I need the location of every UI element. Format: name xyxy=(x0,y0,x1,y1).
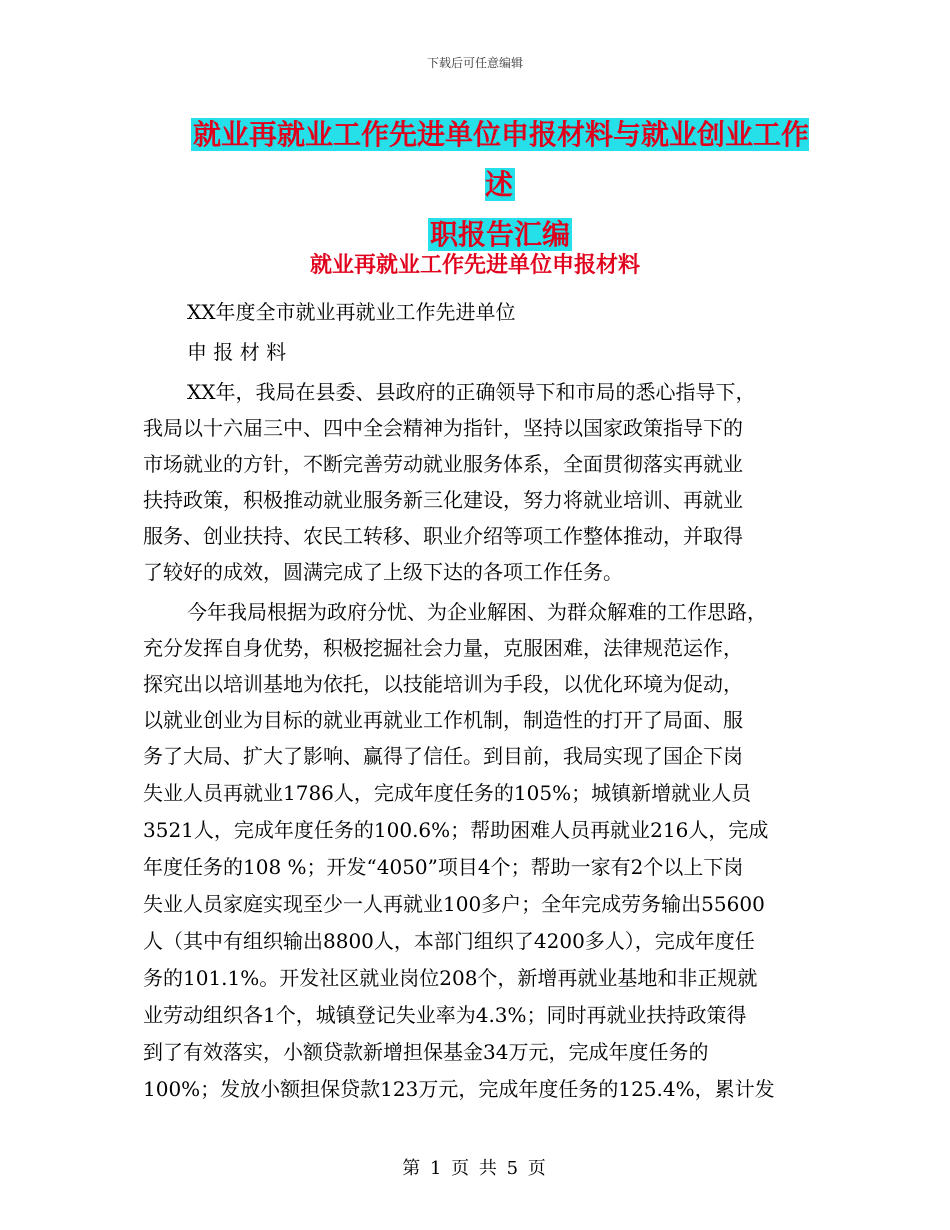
body-line: 年度任务的108 %；开发“4050”项目4个；帮助一家有2个以上下岗 xyxy=(143,855,744,879)
subtitle-line: 申 报 材 料 xyxy=(187,340,287,364)
body-line: XX年，我局在县委、县政府的正确领导下和市局的悉心指导下， xyxy=(187,380,756,404)
title-line-1: 就业再就业工作先进单位申报材料与就业创业工作述 xyxy=(192,118,809,201)
body-line: 了较好的成效，圆满完成了上级下达的各项工作任务。 xyxy=(143,560,623,584)
body-line: 人（其中有组织输出8800人，本部门组织了4200多人），完成年度任 xyxy=(143,929,755,953)
page-footer: 第 1 页 共 5 页 xyxy=(402,1158,548,1179)
body-line: 以就业创业为目标的就业再就业工作机制，制造性的打开了局面、服 xyxy=(143,708,743,732)
body-line: 到了有效落实，小额贷款新增担保基金34万元，完成年度任务的 xyxy=(143,1040,709,1064)
body-line: 3521人，完成年度任务的100.6%；帮助困难人员再就业216人，完成 xyxy=(143,818,769,842)
body-line: 务了大局、扩大了影响、赢得了信任。到目前，我局实现了国企下岗 xyxy=(143,744,743,768)
section-title: 就业再就业工作先进单位申报材料 xyxy=(309,253,640,278)
subtitle-line: XX年度全市就业再就业工作先进单位 xyxy=(187,300,516,324)
body-line: 充分发挥自身优势，积极挖掘社会力量，克服困难，法律规范运作， xyxy=(143,636,743,660)
title-line-2: 职报告汇编 xyxy=(429,218,570,251)
body-line: 业劳动组织各1个，城镇登记失业率为4.3%；同时再就业扶持政策得 xyxy=(143,1003,747,1027)
header-note: 下载后可任意编辑 xyxy=(426,56,523,70)
body-line: 市场就业的方针，不断完善劳动就业服务体系，全面贯彻落实再就业 xyxy=(143,452,743,476)
body-line: 服务、创业扶持、农民工转移、职业介绍等项工作整体推动，并取得 xyxy=(143,524,743,548)
body-line: 扶持政策，积极推动就业服务新三化建设，努力将就业培训、再就业 xyxy=(143,488,743,512)
body-line: 探究出以培训基地为依托，以技能培训为手段，以优化环境为促动， xyxy=(143,672,743,696)
body-line: 100%；发放小额担保贷款123万元，完成年度任务的125.4%，累计发 xyxy=(143,1077,775,1101)
body-line: 失业人员再就业1786人，完成年度任务的105%；城镇新增就业人员 xyxy=(143,781,752,805)
body-line: 今年我局根据为政府分忧、为企业解困、为群众解难的工作思路， xyxy=(187,600,767,624)
body-line: 务的101.1%。开发社区就业岗位208个，新增再就业基地和非正规就 xyxy=(143,966,758,990)
body-line: 我局以十六届三中、四中全会精神为指针，坚持以国家政策指导下的 xyxy=(143,416,743,440)
document-title xyxy=(190,110,810,260)
body-line: 失业人员家庭实现至少一人再就业100多户；全年完成劳务输出55600 xyxy=(143,892,765,916)
